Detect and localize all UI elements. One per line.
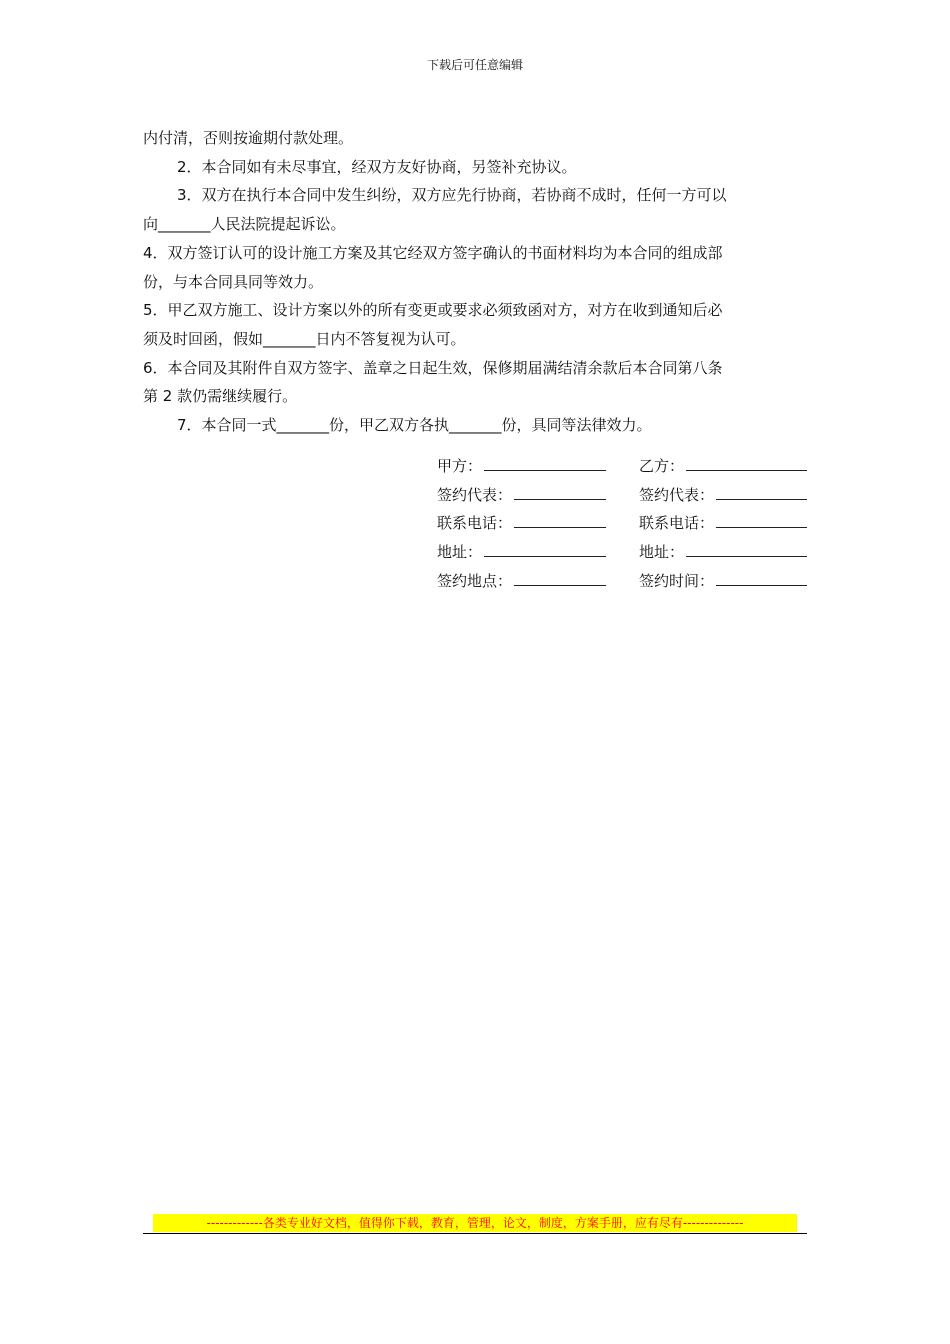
clause-line: 7．本合同一式_______份，甲乙双方各执_______份，具同等法律效力。	[177, 416, 652, 435]
signature-block	[437, 452, 809, 595]
party-b-phone-blank	[716, 527, 807, 528]
party-b-phone-label: 联系电话：	[639, 514, 715, 533]
party-b-phone-field	[639, 509, 809, 538]
party-a-phone-blank	[514, 527, 606, 528]
party-a-address-blank	[484, 556, 606, 557]
clause-line: 5．甲乙双方施工、设计方案以外的所有变更或要求必须致函对方，对方在收到通知后必	[143, 301, 723, 320]
signature-row-place-time	[437, 567, 809, 596]
party-b-field	[639, 452, 809, 481]
signature-row-party	[437, 452, 809, 481]
clause-line: 份，与本合同具同等效力。	[143, 272, 324, 291]
clause-line: 第 2 款仍需继续履行。	[143, 387, 298, 406]
party-a-representative-blank	[514, 499, 606, 500]
signing-time-blank	[716, 585, 807, 586]
clause-line: 3．双方在执行本合同中发生纠纷，双方应先行协商，若协商不成时，任何一方可以	[177, 186, 727, 205]
party-b-representative-blank	[716, 499, 807, 500]
party-b-label: 乙方：	[639, 457, 685, 475]
clause-line: 向_______人民法院提起诉讼。	[143, 215, 346, 234]
party-b-blank	[686, 470, 807, 471]
signing-place-blank	[514, 585, 606, 586]
party-b-representative-field	[639, 481, 809, 510]
party-a-phone-label: 联系电话：	[437, 514, 513, 533]
signing-place-label: 签约地点：	[437, 571, 513, 590]
party-b-representative-label: 签约代表：	[639, 485, 715, 504]
party-a-label: 甲方：	[437, 457, 483, 475]
signature-row-phone	[437, 509, 809, 538]
clause-line: 内付清，否则按逾期付款处理。	[143, 129, 354, 147]
clause-line: 6．本合同及其附件自双方签字、盖章之日起生效，保修期届满结清余款后本合同第八条	[143, 358, 723, 377]
party-a-blank	[484, 470, 606, 471]
party-a-phone-field	[437, 509, 639, 538]
party-a-representative-label: 签约代表：	[437, 485, 513, 504]
party-b-address-label: 地址：	[639, 543, 685, 562]
contract-body	[143, 124, 808, 440]
clause-line: 4．双方签订认可的设计施工方案及其它经双方签字确认的书面材料均为本合同的组成部	[143, 243, 723, 262]
signing-time-label: 签约时间：	[639, 571, 715, 590]
party-a-field	[437, 452, 639, 481]
clause-line: 2．本合同如有未尽事宜，经双方友好协商，另签补充协议。	[177, 157, 577, 176]
signing-place-field	[437, 567, 639, 596]
party-a-address-field	[437, 538, 639, 567]
clause-line: 须及时回函，假如_______日内不答复视为认可。	[143, 329, 466, 348]
party-b-address-blank	[686, 556, 807, 557]
footer-banner: -------------各类专业好文档，值得你下载，教育，管理，论文，制度，方案手册，应有尽有--------------	[153, 1214, 797, 1232]
signature-row-address	[437, 538, 809, 567]
page-header: 下载后可任意编辑	[426, 58, 523, 72]
signature-row-representative	[437, 481, 809, 510]
footer-rule	[143, 1233, 807, 1234]
party-a-representative-field	[437, 481, 639, 510]
party-a-address-label: 地址：	[437, 543, 483, 562]
party-b-address-field	[639, 538, 809, 567]
signing-time-field	[639, 567, 809, 596]
